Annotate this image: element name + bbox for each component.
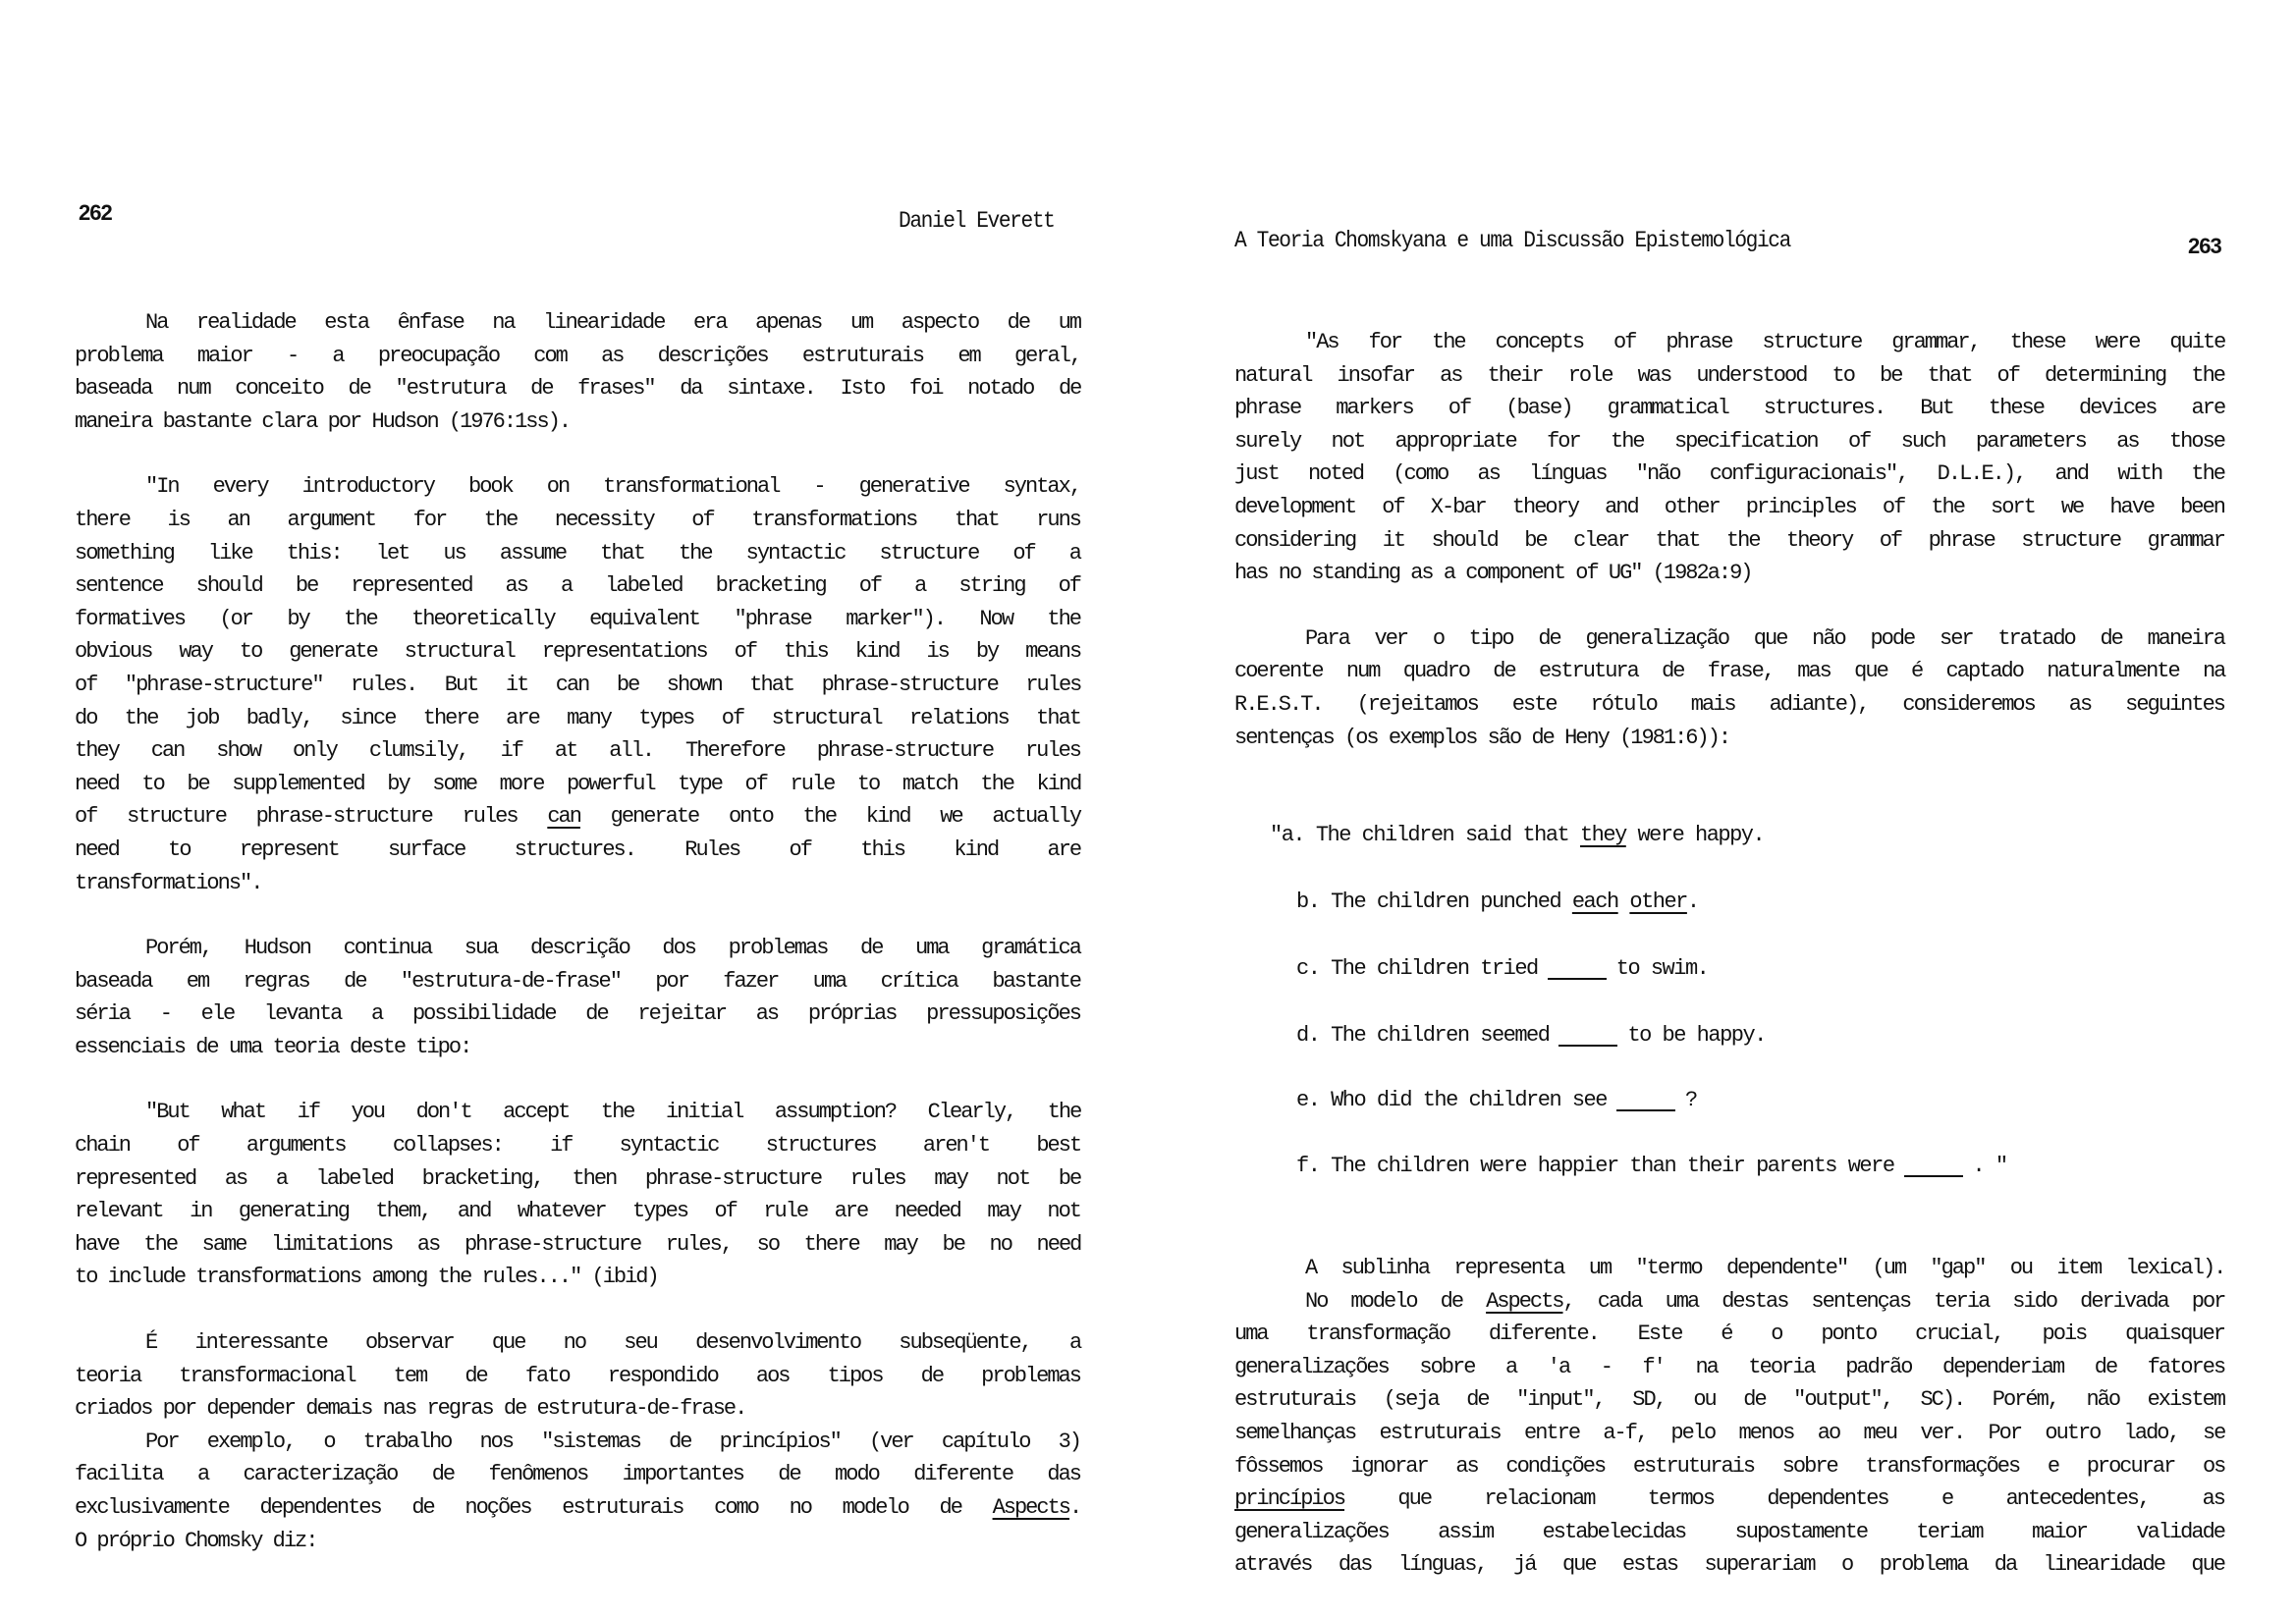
example-b: b. The children punched each other. bbox=[1296, 890, 1699, 914]
text-line: surely not appropriate for the specification of such parameters as those bbox=[1234, 428, 2224, 454]
underlined-term: they bbox=[1579, 823, 1626, 847]
text-line: of "phrase-structure" rules. But it can be shown that phrase-structure rules bbox=[75, 672, 1081, 697]
text-line: É interessante observar que no seu desenvolvimento subseqüente, a bbox=[145, 1330, 1081, 1356]
right-column-lower bbox=[1234, 1252, 2224, 1582]
text-line: natural insofar as their role was understood to be that of determining the bbox=[1234, 362, 2224, 388]
paragraph bbox=[75, 1326, 1080, 1426]
text-line: sentence should be represented as a labeled bracketing of a string of bbox=[75, 573, 1080, 599]
text-line: "As for the concepts of phrase structure grammar, these were quite bbox=[1305, 330, 2225, 354]
text-line: relevant in generating them, and whatever types of rule are needed may not bbox=[75, 1199, 1080, 1224]
text-line: Para ver o tipo de generalização que não pode ser tratado de maneira bbox=[1305, 625, 2224, 651]
text-line: maneira bastante clara por Hudson (1976:1ss). bbox=[75, 408, 571, 434]
text-line: there is an argument for the necessity of transformations that runs bbox=[75, 507, 1080, 532]
paragraph bbox=[75, 932, 1080, 1063]
paragraph bbox=[75, 306, 1080, 438]
text-line: considering it should be clear that the theory of phrase structure grammar bbox=[1234, 527, 2224, 553]
paragraph bbox=[1234, 622, 2224, 754]
block-quote-hudson-2 bbox=[75, 1096, 1080, 1294]
text-line: essenciais de uma teoria deste tipo: bbox=[75, 1034, 471, 1059]
text-line: "But what if you don't accept the initial assumption? Clearly, the bbox=[145, 1100, 1081, 1125]
text-line: teoria transformacional tem de fato respondido aos tipos de problemas bbox=[75, 1363, 1080, 1388]
text-line: need to be supplemented by some more powerful type of rule to match the kind bbox=[75, 771, 1081, 796]
text-line: represented as a labeled bracketing, then phrase-structure rules may not be bbox=[75, 1165, 1081, 1191]
text-line: exclusivamente dependentes de noções estruturais como no modelo de Aspects. bbox=[75, 1495, 1081, 1520]
text-line: chain of arguments collapses: if syntactic structures aren't best bbox=[75, 1133, 1081, 1159]
text-line: problema maior - a preocupação com as descrições estruturais em geral, bbox=[75, 343, 1081, 368]
text-line: baseada em regras de "estrutura-de-frase" por fazer uma crítica bastante bbox=[75, 968, 1080, 994]
underlined-title-aspects: Aspects bbox=[1486, 1288, 1563, 1314]
text-line: transformations". bbox=[75, 870, 262, 895]
text-line: need to represent surface structures. Rules of this kind are bbox=[75, 836, 1081, 862]
example-d: d. The children seemed to be happy. bbox=[1296, 1023, 1766, 1048]
example-a: "a. The children said that they were happy. bbox=[1270, 823, 1765, 847]
text-line: semelhanças estruturais entre a-f, pelo menos ao meu ver. Por outro lado, se bbox=[1234, 1420, 2225, 1445]
text-line: generalizações assim estabelecidas supostamente teriam maior validade bbox=[1234, 1519, 2224, 1544]
text-line: Porém, Hudson continua sua descrição dos problemas de uma gramática bbox=[145, 936, 1080, 961]
text-line: generalizações sobre a 'a - f' na teoria padrão dependeriam de fatores bbox=[1234, 1354, 2225, 1379]
text-line: Por exemplo, o trabalho nos "sistemas de princípios" (ver capítulo 3) bbox=[145, 1429, 1080, 1454]
example-c: c. The children tried to swim. bbox=[1296, 956, 1709, 981]
example-e: e. Who did the children see ? bbox=[1296, 1088, 1697, 1112]
left-column bbox=[75, 306, 1080, 1557]
paragraph bbox=[75, 1426, 1080, 1557]
gap-blank bbox=[1558, 1023, 1617, 1047]
text-line: formatives (or by the theoretically equivalent "phrase marker"). Now the bbox=[75, 606, 1080, 631]
text-line: have the same limitations as phrase-structure rules, so there may be no need bbox=[75, 1231, 1081, 1257]
underlined-term: each bbox=[1571, 890, 1618, 914]
text-line: they can show only clumsily, if at all. Therefore phrase-structure rules bbox=[75, 738, 1080, 764]
paragraph: A sublinha representa um "termo dependente" (um "gap" ou item lexical). No modelo de Aspects, cada uma destas sentenças teria sido derivada por uma transformação diferente. Este é o ponto crucial, pois quaisquer generalizações sobre a 'a - f' na teoria padrão dependeriam de fatores estruturais (seja de "input", SD, ou de "output", SC). Porém, não existem semelhanças estruturais entre a-f, pelo menos ao meu ver. Por outro lado, se fôssemos ignorar as condições estruturais sobre transformações e procurar os princípios que relacionam termos dependentes e antecedentes, as generalizações assim estabelecidas supostamente teriam maior validade através das línguas, já que estas superariam o problema da linearidade que bbox=[1234, 1252, 2224, 1582]
page-number-left: 262 bbox=[79, 200, 112, 225]
text-line: O próprio Chomsky diz: bbox=[75, 1528, 317, 1553]
text-line: R.E.S.T. (rejeitamos este rótulo mais adiante), consideremos as seguintes bbox=[1234, 691, 2224, 717]
running-head-left: Daniel Everett bbox=[899, 208, 1055, 234]
text-line: através das línguas, já que estas superariam o problema da linearidade que bbox=[1234, 1552, 2224, 1578]
right-column bbox=[1234, 326, 2224, 754]
text-line: has no standing as a component of UG" (1982a:9) bbox=[1234, 561, 1752, 586]
text-line: something like this: let us assume that the syntactic structure of a bbox=[75, 540, 1080, 566]
gap-blank bbox=[1616, 1088, 1675, 1111]
page-number-right: 263 bbox=[2188, 234, 2221, 258]
text-line: to include transformations among the rules..." (ibid) bbox=[75, 1265, 658, 1290]
text-line: "In every introductory book on transformational - generative syntax, bbox=[145, 474, 1080, 500]
text-line: princípios que relacionam termos dependentes e antecedentes, as bbox=[1234, 1486, 2224, 1512]
text-line: criados por depender demais nas regras de estrutura-de-frase. bbox=[75, 1396, 746, 1422]
block-quote-hudson bbox=[75, 470, 1080, 899]
text-line: estruturais (seja de "input", SD, ou de "output", SC). Porém, não existem bbox=[1234, 1387, 2224, 1413]
text-line: sentenças (os exemplos são de Heny (1981:6)): bbox=[1234, 725, 1730, 750]
underlined-word: can bbox=[547, 804, 580, 830]
underlined-title-aspects: Aspects bbox=[992, 1495, 1069, 1520]
gap-blank bbox=[1548, 956, 1607, 980]
text-line: do the job badly, since there are many types of structural relations that bbox=[75, 705, 1080, 730]
text-line: just noted (como as línguas "não configuracionais", D.L.E.), and with the bbox=[1234, 461, 2224, 487]
text-line: baseada num conceito de "estrutura de frases" da sintaxe. Isto foi notado de bbox=[75, 376, 1081, 402]
gap-blank bbox=[1904, 1154, 1963, 1177]
text-line: of structure phrase-structure rules can generate onto the kind we actually bbox=[75, 804, 1081, 830]
underlined-word-principios: princípios bbox=[1234, 1486, 1345, 1512]
text-line: A sublinha representa um "termo dependente" (um "gap" ou item lexical). bbox=[1305, 1256, 2225, 1280]
block-quote-chomsky bbox=[1234, 326, 2224, 590]
underlined-term: other bbox=[1629, 890, 1687, 914]
text-line: phrase markers of (base) grammatical structures. But these devices are bbox=[1234, 396, 2225, 421]
text-line: fôssemos ignorar as condições estruturais sobre transformações e procurar os bbox=[1234, 1453, 2225, 1479]
running-head-right: A Teoria Chomskyana e uma Discussão Epistemológica bbox=[1234, 228, 1790, 253]
text-line: coerente num quadro de estrutura de frase, mas que é captado naturalmente na bbox=[1234, 659, 2225, 684]
example-f: f. The children were happier than their parents were . " bbox=[1296, 1154, 2007, 1178]
text-line: uma transformação diferente. Este é o ponto crucial, pois quaisquer bbox=[1234, 1321, 2224, 1347]
text-line: obvious way to generate structural representations of this kind is by means bbox=[75, 639, 1081, 665]
text-line: séria - ele levanta a possibilidade de rejeitar as próprias pressuposições bbox=[75, 1001, 1080, 1027]
text-line: facilita a caracterização de fenômenos importantes de modo diferente das bbox=[75, 1462, 1080, 1487]
text-line: development of X-bar theory and other principles of the sort we have been bbox=[1234, 494, 2224, 519]
text-line: Na realidade esta ênfase na linearidade era apenas um aspecto de um bbox=[145, 310, 1080, 335]
